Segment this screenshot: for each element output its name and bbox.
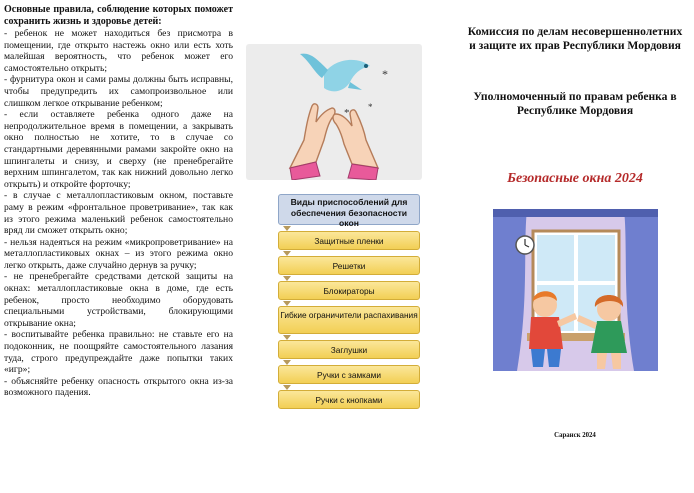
device-item: Ручки с кнопками [278, 390, 420, 409]
device-item: Блокираторы [278, 281, 420, 300]
svg-text:*: * [382, 67, 388, 81]
dove-hands-icon [246, 44, 422, 180]
rule-item: - объясняйте ребенку опасность открытого окна из-за возможного падения. [4, 375, 233, 399]
ombudsman-title: Уполномоченный по правам ребенка в Республике Мордовия [473, 90, 677, 117]
device-item: Ручки с замками [278, 365, 420, 384]
rule-item: - нельзя надеяться на режим «микропроветривание» на металлопластиковых окнах – из этого режима окно легко открыть, даже случайно дернув за ручку; [4, 236, 233, 271]
devices-flowchart [278, 194, 420, 409]
device-item: Заглушки [278, 340, 420, 359]
commission-title: Комиссия по делам несовершеннолетних и защите их прав Республики Мордовия [467, 25, 683, 52]
device-item: Решетки [278, 256, 420, 275]
rule-item: - если оставляете ребенка одного даже на непродолжительное время в помещении, а закрывать окно полностью не хотите, то в случае со стандартными деревянными рамами закройте окно на шпингалеты и снизу, и сверху (не пренебрегайте верхним шпингалетом, так как нижний довольно легко открыть) и откройте форточку; [4, 109, 233, 190]
rules-section [4, 4, 233, 399]
device-item: Гибкие ограничители распахивания [278, 306, 420, 334]
devices-title: Виды приспособлений для обеспечения безопасности окон [278, 194, 420, 225]
rule-item: - в случае с металлопластиковым окном, поставьте раму в режим «фронтальное проветривание», так как из этого режима маленький ребенок самостоятельно вряд ли сможет открыть окно; [4, 190, 233, 237]
city-year: Саранск 2024 [554, 432, 596, 439]
svg-text:*: * [344, 107, 350, 119]
children-window-icon [493, 209, 658, 371]
svg-text:*: * [368, 102, 373, 112]
brochure-title: Безопасные окна 2024 [507, 171, 643, 186]
rule-item: - воспитывайте ребенка правильно: не ставьте его на подоконник, не поощряйте самостоятельного лазания туда, строго предупреждайте даже попытки таких «игр»; [4, 329, 233, 376]
rule-item: - ребенок не может находиться без присмотра в помещении, где открыто настежь окно или есть хоть малейшая вероятность, что ребенок может его самостоятельно открыть; [4, 28, 233, 74]
rule-item: - фурнитура окон и сами рамы должны быть исправны, чтобы предупредить их самопроизвольное или слишком легкое открывание ребенком; [4, 74, 233, 109]
hands-dove-illustration [246, 44, 422, 180]
rules-heading: Основные правила, соблюдение которых поможет сохранить жизнь и здоровье детей: [4, 4, 233, 27]
rule-item: - не пренебрегайте средствами детской защиты на окнах: металлопластиковые окна в доме, где есть ребенок, просто необходимо оборудовать специальными устройствами, блокирующими открывание окна; [4, 271, 233, 329]
device-item: Защитные пленки [278, 231, 420, 250]
children-window-illustration [493, 209, 658, 371]
